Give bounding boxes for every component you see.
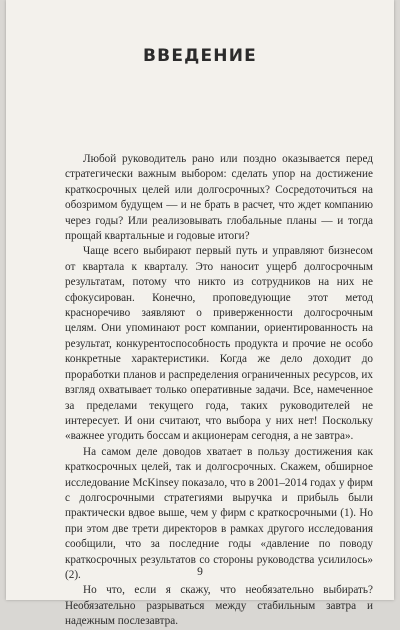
paragraph: Чаще всего выбирают первый путь и управляют бизнесом от квартала к кварталу. Это наносит ущерб долгосрочным результатам, потому что никто из сотрудников на них не сфокусирован. Конечно, проповедующие этот метод красноречиво заявляют о приверженности долгосрочным целям. Они упоминают рост компании, ориентированность на результат, конкурентоспособность продукта и прочие не особо конкретные характеристики. Когда же дело доходит до проработки планов и распределения ограниченных ресурсов, их взгляд охватывает только оперативные задачи. Все, намеченное за пределами текущего года, таких руководителей не интересует. И они считают, что выбора у них нет! Поскольку «важнее угодить боссам и акционерам сегодня, а не завтра». <box>65 245 373 443</box>
paragraph: Любой руководитель рано или поздно оказывается перед стратегически важным выбором: сделать упор на достижение краткосрочных целей или долгосрочных? Сосредоточиться на обозримом будущем — и не брать в расчет, что ждет компанию через годы? Или реализовывать глобальные планы — и тогда прощай квартальные и годовые итоги? <box>65 153 373 243</box>
paragraph: На самом деле доводов хватает в пользу достижения как краткосрочных целей, так и долгосрочных. Скажем, обширное исследование McKinsey показало, что в 2001–2014 годах у фирм с долгосрочными стратегиями выручка и прибыль были практически вдвое выше, чем у фирм с краткосрочными (1). Но при этом две трети директоров в рамках другого исследования сообщили, что за последние годы «давление по поводу краткосрочных результатов со стороны руководства усилилось» (2). <box>65 445 373 581</box>
page-number: 9 <box>197 566 203 578</box>
book-page <box>6 0 394 628</box>
body-text <box>65 152 373 630</box>
page-title: ВВЕДЕНИЕ <box>143 46 257 66</box>
paragraph: Но что, если я скажу, что необязательно выбирать? Необязательно разрываться между стабильным завтра и надежным послезавтра. <box>65 584 373 628</box>
